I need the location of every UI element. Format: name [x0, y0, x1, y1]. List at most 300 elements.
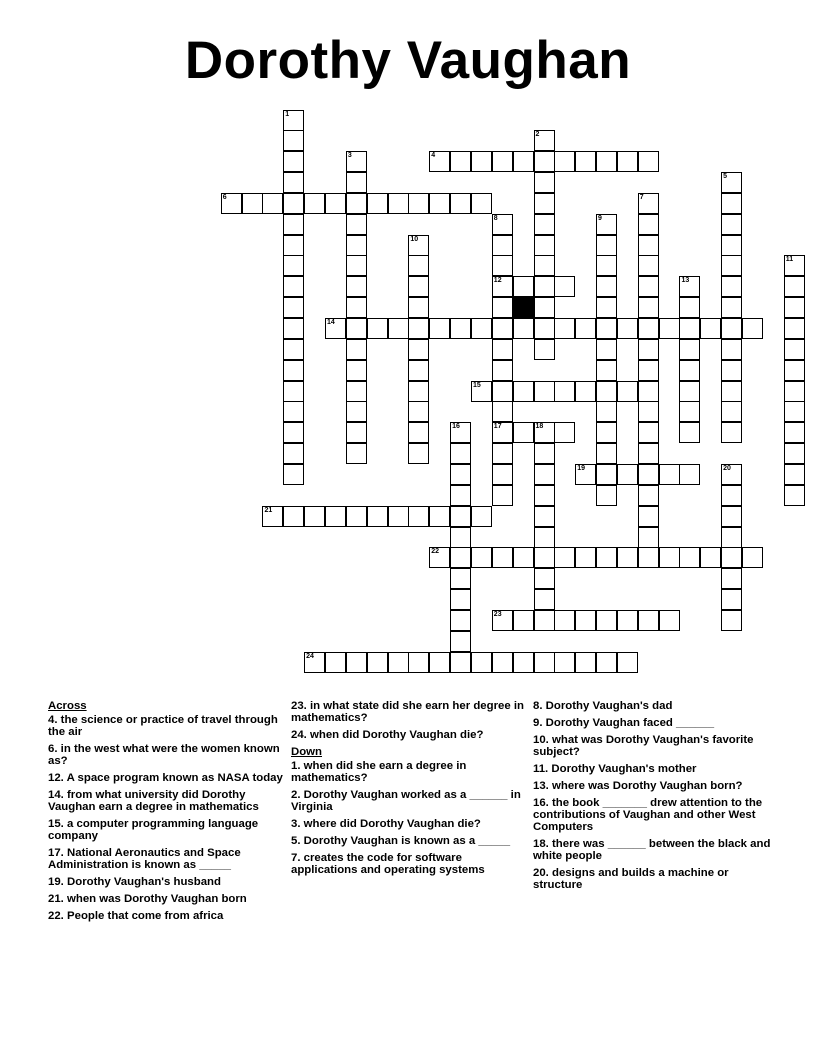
grid-cell[interactable]	[679, 464, 700, 485]
grid-cell[interactable]	[679, 339, 700, 360]
grid-cell[interactable]	[388, 652, 409, 673]
grid-cell[interactable]	[784, 339, 805, 360]
clue-item	[291, 700, 529, 724]
grid-cell[interactable]	[513, 610, 534, 631]
clue-item-number: 7.	[291, 852, 301, 864]
grid-cell[interactable]	[596, 255, 617, 276]
clue-item	[533, 780, 771, 792]
grid-cell[interactable]	[596, 381, 617, 402]
grid-cell[interactable]	[534, 652, 555, 673]
grid-cell[interactable]	[742, 547, 763, 568]
grid-cell[interactable]	[492, 151, 513, 172]
grid-cell[interactable]	[346, 172, 367, 193]
grid-cell[interactable]	[408, 235, 429, 256]
grid-cell[interactable]	[492, 360, 513, 381]
grid-cell[interactable]	[679, 318, 700, 339]
grid-cell[interactable]	[679, 381, 700, 402]
grid-cell[interactable]	[784, 360, 805, 381]
grid-cell[interactable]	[492, 255, 513, 276]
grid-cell[interactable]	[367, 652, 388, 673]
grid-cell[interactable]	[534, 589, 555, 610]
clues-column-2	[291, 700, 529, 881]
grid-cell[interactable]	[784, 422, 805, 443]
grid-cell[interactable]	[513, 276, 534, 297]
grid-cell[interactable]	[554, 610, 575, 631]
grid-cell[interactable]	[721, 506, 742, 527]
grid-cell[interactable]	[575, 381, 596, 402]
grid-cell[interactable]	[721, 610, 742, 631]
grid-cell[interactable]	[721, 401, 742, 422]
grid-cell[interactable]	[471, 547, 492, 568]
grid-cell[interactable]	[575, 652, 596, 673]
grid-cell[interactable]	[596, 339, 617, 360]
grid-cell[interactable]	[534, 255, 555, 276]
clue-item-text: in the west what were the women known as?	[48, 743, 280, 767]
grid-cell[interactable]	[346, 318, 367, 339]
grid-cell[interactable]	[679, 276, 700, 297]
grid-cell[interactable]	[429, 318, 450, 339]
grid-cell[interactable]	[492, 297, 513, 318]
grid-cell[interactable]	[638, 485, 659, 506]
clue-item	[533, 797, 771, 833]
grid-cell[interactable]	[283, 255, 304, 276]
grid-cell[interactable]	[617, 610, 638, 631]
clue-item-text: in what state did she earn her degree in mathematics?	[291, 700, 524, 724]
grid-cell[interactable]	[429, 151, 450, 172]
grid-cell[interactable]	[575, 610, 596, 631]
grid-cell[interactable]	[638, 547, 659, 568]
grid-cell[interactable]	[638, 151, 659, 172]
grid-cell[interactable]	[659, 318, 680, 339]
grid-cell[interactable]	[492, 610, 513, 631]
grid-cell[interactable]	[450, 652, 471, 673]
grid-cell[interactable]	[283, 214, 304, 235]
grid-cell[interactable]	[221, 193, 242, 214]
grid-cell[interactable]	[325, 193, 346, 214]
grid-cell[interactable]	[283, 318, 304, 339]
grid-cell[interactable]	[596, 401, 617, 422]
grid-cell[interactable]	[283, 422, 304, 443]
grid-cell[interactable]	[325, 652, 346, 673]
grid-cell[interactable]	[534, 610, 555, 631]
grid-cell[interactable]	[534, 339, 555, 360]
grid-cell[interactable]	[450, 631, 471, 652]
grid-cell[interactable]	[283, 443, 304, 464]
grid-cell[interactable]	[304, 193, 325, 214]
clue-item	[291, 852, 529, 876]
clue-item-number: 4.	[48, 714, 58, 726]
grid-cell[interactable]	[283, 276, 304, 297]
grid-cell[interactable]	[283, 464, 304, 485]
grid-cell[interactable]	[492, 652, 513, 673]
grid-cell[interactable]	[450, 318, 471, 339]
grid-cell[interactable]	[638, 339, 659, 360]
clue-item-number: 12.	[48, 772, 64, 784]
grid-cell[interactable]	[534, 568, 555, 589]
grid-cell[interactable]	[346, 255, 367, 276]
grid-cell[interactable]	[784, 381, 805, 402]
grid-cell[interactable]	[721, 464, 742, 485]
grid-cell[interactable]	[492, 464, 513, 485]
grid-cell[interactable]	[346, 297, 367, 318]
clue-number: 23	[493, 610, 502, 618]
grid-cell[interactable]	[492, 547, 513, 568]
grid-cell[interactable]	[450, 464, 471, 485]
grid-cell[interactable]	[659, 547, 680, 568]
grid-cell[interactable]	[346, 443, 367, 464]
grid-cell[interactable]	[638, 443, 659, 464]
clue-item-text: when did Dorothy Vaughan die?	[306, 729, 484, 741]
clue-number: 5	[723, 173, 728, 181]
clue-item-text: where was Dorothy Vaughan born?	[548, 780, 743, 792]
grid-cell[interactable]	[534, 193, 555, 214]
grid-cell[interactable]	[534, 318, 555, 339]
grid-cell[interactable]	[492, 381, 513, 402]
clue-item-number: 1.	[291, 760, 301, 772]
grid-cell[interactable]	[534, 235, 555, 256]
grid-cell[interactable]	[721, 339, 742, 360]
grid-cell[interactable]	[596, 214, 617, 235]
grid-cell[interactable]	[408, 506, 429, 527]
grid-cell[interactable]	[638, 297, 659, 318]
grid-cell[interactable]	[721, 318, 742, 339]
grid-cell[interactable]	[367, 506, 388, 527]
grid-cell[interactable]	[304, 506, 325, 527]
grid-cell[interactable]	[262, 193, 283, 214]
grid-cell[interactable]	[513, 381, 534, 402]
grid-cell[interactable]	[679, 297, 700, 318]
grid-cell[interactable]	[304, 652, 325, 673]
grid-cell[interactable]	[346, 401, 367, 422]
grid-cell[interactable]	[429, 652, 450, 673]
grid-cell[interactable]	[346, 151, 367, 172]
grid-cell[interactable]	[492, 443, 513, 464]
grid-cell[interactable]	[492, 339, 513, 360]
clue-item	[48, 772, 286, 784]
grid-cell[interactable]	[534, 422, 555, 443]
grid-cell[interactable]	[283, 297, 304, 318]
grid-cell[interactable]	[721, 527, 742, 548]
black-cell	[513, 297, 534, 318]
grid-cell[interactable]	[283, 130, 304, 151]
grid-cell[interactable]	[784, 464, 805, 485]
grid-cell[interactable]	[617, 464, 638, 485]
grid-cell[interactable]	[596, 276, 617, 297]
grid-cell[interactable]	[346, 339, 367, 360]
grid-cell[interactable]	[408, 318, 429, 339]
grid-cell[interactable]	[408, 381, 429, 402]
grid-cell[interactable]	[408, 193, 429, 214]
grid-cell[interactable]	[638, 318, 659, 339]
grid-cell[interactable]	[638, 193, 659, 214]
grid-cell[interactable]	[679, 360, 700, 381]
grid-cell[interactable]	[721, 255, 742, 276]
grid-cell[interactable]	[346, 381, 367, 402]
grid-cell[interactable]	[283, 401, 304, 422]
grid-cell[interactable]	[450, 151, 471, 172]
grid-cell[interactable]	[679, 422, 700, 443]
clue-item-text: what was Dorothy Vaughan's favorite subject?	[533, 734, 754, 758]
grid-cell[interactable]	[638, 381, 659, 402]
grid-cell[interactable]	[784, 276, 805, 297]
clue-item-number: 21.	[48, 893, 64, 905]
grid-cell[interactable]	[575, 318, 596, 339]
clue-item-number: 16.	[533, 797, 549, 809]
grid-cell[interactable]	[721, 547, 742, 568]
grid-cell[interactable]	[638, 506, 659, 527]
grid-cell[interactable]	[700, 547, 721, 568]
grid-cell[interactable]	[408, 652, 429, 673]
grid-cell[interactable]	[408, 443, 429, 464]
grid-cell[interactable]	[534, 381, 555, 402]
grid-cell[interactable]	[471, 193, 492, 214]
grid-cell[interactable]	[534, 172, 555, 193]
grid-cell[interactable]	[721, 422, 742, 443]
grid-cell[interactable]	[283, 172, 304, 193]
grid-cell[interactable]	[721, 568, 742, 589]
grid-cell[interactable]	[450, 506, 471, 527]
grid-cell[interactable]	[721, 381, 742, 402]
grid-cell[interactable]	[283, 193, 304, 214]
grid-cell[interactable]	[492, 214, 513, 235]
grid-cell[interactable]	[492, 235, 513, 256]
grid-cell[interactable]	[492, 422, 513, 443]
grid-cell[interactable]	[262, 506, 283, 527]
grid-cell[interactable]	[721, 193, 742, 214]
grid-cell[interactable]	[596, 360, 617, 381]
grid-cell[interactable]	[534, 527, 555, 548]
grid-cell[interactable]	[283, 381, 304, 402]
grid-cell[interactable]	[784, 297, 805, 318]
grid-cell[interactable]	[283, 151, 304, 172]
grid-cell[interactable]	[283, 110, 304, 131]
grid-cell[interactable]	[283, 506, 304, 527]
grid-cell[interactable]	[534, 276, 555, 297]
grid-cell[interactable]	[346, 214, 367, 235]
grid-cell[interactable]	[596, 485, 617, 506]
grid-cell[interactable]	[450, 443, 471, 464]
grid-cell[interactable]	[408, 297, 429, 318]
grid-cell[interactable]	[638, 422, 659, 443]
grid-cell[interactable]	[408, 360, 429, 381]
clue-item-number: 8.	[533, 700, 543, 712]
grid-cell[interactable]	[575, 464, 596, 485]
grid-cell[interactable]	[450, 610, 471, 631]
grid-cell[interactable]	[721, 297, 742, 318]
grid-cell[interactable]	[617, 381, 638, 402]
clue-item-number: 13.	[533, 780, 549, 792]
grid-cell[interactable]	[617, 318, 638, 339]
grid-cell[interactable]	[534, 443, 555, 464]
grid-cell[interactable]	[721, 214, 742, 235]
grid-cell[interactable]	[450, 485, 471, 506]
grid-cell[interactable]	[471, 318, 492, 339]
grid-cell[interactable]	[617, 547, 638, 568]
clue-item	[48, 818, 286, 842]
grid-cell[interactable]	[638, 401, 659, 422]
grid-cell[interactable]	[575, 547, 596, 568]
grid-cell[interactable]	[408, 255, 429, 276]
clue-number: 6	[222, 193, 227, 201]
grid-cell[interactable]	[367, 193, 388, 214]
grid-cell[interactable]	[450, 422, 471, 443]
grid-cell[interactable]	[659, 610, 680, 631]
grid-cell[interactable]	[554, 276, 575, 297]
grid-cell[interactable]	[408, 339, 429, 360]
grid-cell[interactable]	[513, 422, 534, 443]
grid-cell[interactable]	[471, 652, 492, 673]
grid-cell[interactable]	[596, 547, 617, 568]
grid-cell[interactable]	[429, 193, 450, 214]
grid-cell[interactable]	[450, 568, 471, 589]
clue-item-number: 23.	[291, 700, 307, 712]
grid-cell[interactable]	[721, 235, 742, 256]
grid-cell[interactable]	[638, 276, 659, 297]
grid-cell[interactable]	[534, 214, 555, 235]
grid-cell[interactable]	[471, 151, 492, 172]
grid-cell[interactable]	[784, 485, 805, 506]
clue-number: 8	[493, 214, 498, 222]
grid-cell[interactable]	[721, 276, 742, 297]
clue-item-number: 10.	[533, 734, 549, 746]
grid-cell[interactable]	[596, 297, 617, 318]
grid-cell[interactable]	[638, 464, 659, 485]
grid-cell[interactable]	[700, 318, 721, 339]
grid-cell[interactable]	[784, 401, 805, 422]
grid-cell[interactable]	[575, 151, 596, 172]
grid-cell[interactable]	[638, 360, 659, 381]
grid-cell[interactable]	[492, 276, 513, 297]
clue-item	[48, 743, 286, 767]
clue-item	[291, 835, 529, 847]
grid-cell[interactable]	[742, 318, 763, 339]
grid-cell[interactable]	[638, 255, 659, 276]
grid-cell[interactable]	[534, 464, 555, 485]
clue-number: 16	[452, 423, 460, 431]
grid-cell[interactable]	[429, 547, 450, 568]
grid-cell[interactable]	[784, 443, 805, 464]
clue-number: 24	[306, 652, 314, 660]
grid-cell[interactable]	[554, 547, 575, 568]
grid-cell[interactable]	[492, 401, 513, 422]
grid-cell[interactable]	[596, 652, 617, 673]
grid-cell[interactable]	[429, 506, 450, 527]
grid-cell[interactable]	[346, 506, 367, 527]
grid-cell[interactable]	[721, 360, 742, 381]
clue-item-number: 14.	[48, 789, 64, 801]
clues-column-3	[533, 700, 771, 896]
grid-cell[interactable]	[471, 381, 492, 402]
grid-cell[interactable]	[534, 130, 555, 151]
clue-item-number: 18.	[533, 838, 549, 850]
clue-number: 4	[431, 152, 436, 160]
grid-cell[interactable]	[554, 652, 575, 673]
grid-cell[interactable]	[721, 172, 742, 193]
grid-cell[interactable]	[450, 589, 471, 610]
grid-cell[interactable]	[721, 589, 742, 610]
grid-cell[interactable]	[450, 193, 471, 214]
grid-cell[interactable]	[596, 235, 617, 256]
grid-cell[interactable]	[408, 401, 429, 422]
grid-cell[interactable]	[388, 193, 409, 214]
grid-cell[interactable]	[325, 506, 346, 527]
grid-cell[interactable]	[638, 235, 659, 256]
grid-cell[interactable]	[346, 360, 367, 381]
grid-cell[interactable]	[554, 151, 575, 172]
grid-cell[interactable]	[554, 318, 575, 339]
grid-cell[interactable]	[784, 318, 805, 339]
grid-cell[interactable]	[513, 652, 534, 673]
grid-cell[interactable]	[596, 610, 617, 631]
grid-cell[interactable]	[408, 422, 429, 443]
grid-cell[interactable]	[659, 464, 680, 485]
grid-cell[interactable]	[679, 401, 700, 422]
grid-cell[interactable]	[513, 151, 534, 172]
grid-cell[interactable]	[554, 422, 575, 443]
grid-cell[interactable]	[450, 527, 471, 548]
grid-cell[interactable]	[346, 422, 367, 443]
grid-cell[interactable]	[346, 276, 367, 297]
grid-cell[interactable]	[450, 547, 471, 568]
grid-cell[interactable]	[596, 318, 617, 339]
grid-cell[interactable]	[283, 235, 304, 256]
grid-cell[interactable]	[367, 318, 388, 339]
grid-cell[interactable]	[513, 547, 534, 568]
grid-cell[interactable]	[596, 151, 617, 172]
grid-cell[interactable]	[242, 193, 263, 214]
grid-cell[interactable]	[283, 339, 304, 360]
clue-number: 21	[264, 506, 273, 514]
clue-item	[291, 789, 529, 813]
grid-cell[interactable]	[534, 297, 555, 318]
grid-cell[interactable]	[596, 443, 617, 464]
clue-number: 20	[723, 464, 731, 472]
grid-cell[interactable]	[513, 318, 534, 339]
grid-cell[interactable]	[283, 360, 304, 381]
grid-cell[interactable]	[679, 547, 700, 568]
grid-cell[interactable]	[784, 255, 805, 276]
grid-cell[interactable]	[408, 276, 429, 297]
grid-cell[interactable]	[617, 652, 638, 673]
grid-cell[interactable]	[471, 506, 492, 527]
grid-cell[interactable]	[346, 652, 367, 673]
clue-item	[533, 763, 771, 775]
clue-item-text: there was ______ between the black and white people	[533, 838, 771, 862]
grid-cell[interactable]	[534, 485, 555, 506]
grid-cell[interactable]	[534, 547, 555, 568]
grid-cell[interactable]	[596, 464, 617, 485]
grid-cell[interactable]	[596, 422, 617, 443]
grid-cell[interactable]	[534, 506, 555, 527]
clue-item	[291, 818, 529, 830]
clue-number: 17	[493, 423, 502, 431]
grid-cell[interactable]	[638, 610, 659, 631]
grid-cell[interactable]	[388, 506, 409, 527]
grid-cell[interactable]	[638, 527, 659, 548]
grid-cell[interactable]	[721, 485, 742, 506]
grid-cell[interactable]	[346, 235, 367, 256]
grid-cell[interactable]	[492, 318, 513, 339]
grid-cell[interactable]	[346, 193, 367, 214]
grid-cell[interactable]	[492, 485, 513, 506]
grid-cell[interactable]	[617, 151, 638, 172]
clue-item-text: when was Dorothy Vaughan born	[63, 893, 247, 905]
grid-cell[interactable]	[534, 151, 555, 172]
grid-cell[interactable]	[325, 318, 346, 339]
grid-cell[interactable]	[388, 318, 409, 339]
grid-cell[interactable]	[554, 381, 575, 402]
grid-cell[interactable]	[638, 214, 659, 235]
